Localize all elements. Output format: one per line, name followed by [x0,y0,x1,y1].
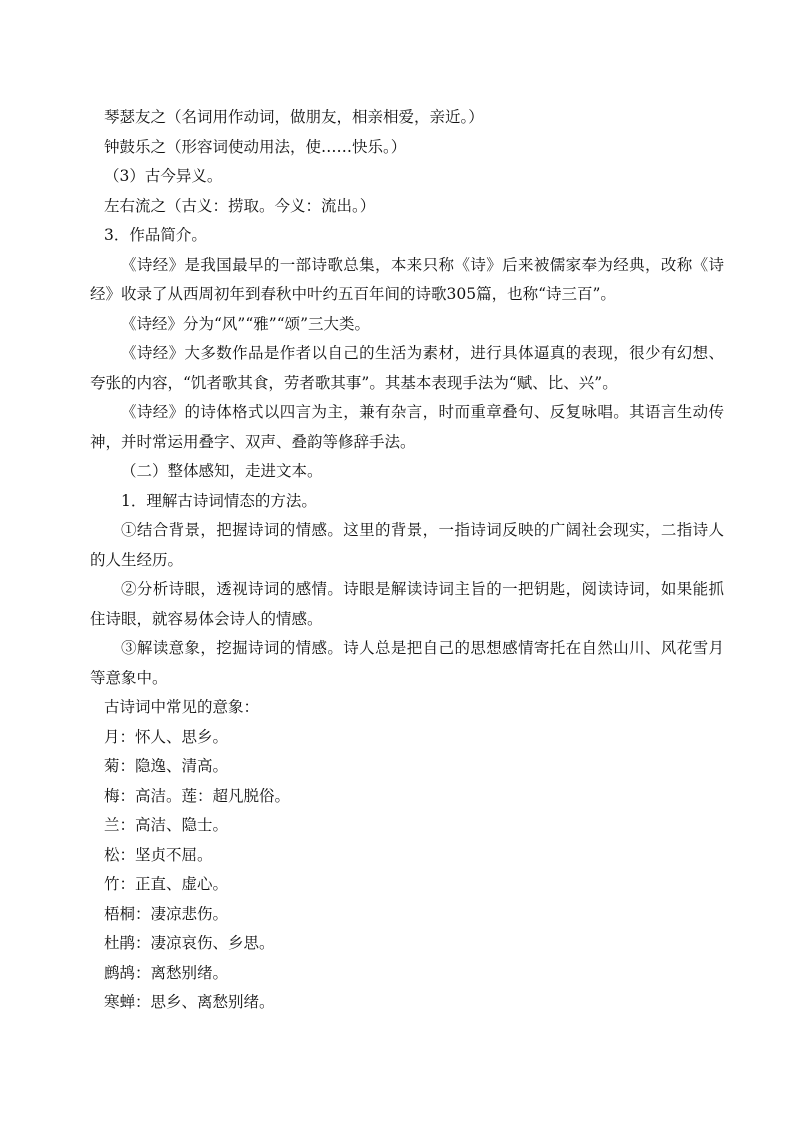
section-heading: （二）整体感知，走进文本。 [121,462,323,480]
imagery-item: 杜鹃：凄凉哀伤、乡思。 [104,934,275,952]
paragraph-method-3: ③解读意象，挖掘诗词的情感。诗人总是把自己的思想感情寄托在自然山川、风花雪月等意象中。 [90,639,724,687]
paragraph-intro: 《诗经》是我国最早的一部诗歌总集，本来只称《诗》后来被儒家奉为经典，改称《诗经》收录了从西周初年到春秋中叶约五百年间的诗歌305篇，也称“诗三百”。 [90,255,724,303]
imagery-item: 兰：高洁、隐士。 [104,816,229,834]
imagery-item: 松：坚贞不屈。 [104,845,213,864]
text-line: 钟鼓乐之（形容词使动用法，使……快乐。） [104,137,407,156]
sub-heading: 1．理解古诗词情态的方法。 [121,491,317,510]
text-line: 左右流之（古义：捞取。今义：流出。） [104,196,376,215]
imagery-item: 竹：正直、虚心。 [104,875,229,893]
paragraph-method-1: ①结合背景，把握诗词的情感。这里的背景，一指诗词反映的广阔社会现实，二指诗人的人生经历。 [90,521,724,569]
text-line: （3）古今异义。 [104,167,223,185]
imagery-item: 梧桐：凄凉悲伤。 [104,904,229,923]
paragraph-categories: 《诗经》分为“风”“雅”“颂”三大类。 [121,314,371,333]
paragraph-themes: 《诗经》大多数作品是作者以自己的生活为素材，进行具体逼真的表现，很少有幻想、夸张的内容，“饥者歌其食，劳者歌其事”。其基本表现手法为“赋、比、兴”。 [90,344,724,392]
imagery-item: 菊：隐逸、清高。 [104,757,229,775]
paragraph-method-2: ②分析诗眼，透视诗词的感情。诗眼是解读诗词主旨的一把钥匙，阅读诗词，如果能抓住诗眼，就容易体会诗人的情感。 [90,580,724,628]
imagery-item: 梅：高洁。莲：超凡脱俗。 [104,786,291,805]
page-content [90,103,724,1018]
imagery-item: 寒蝉：思乡、离愁别绪。 [104,993,275,1011]
imagery-item: 月：怀人、思乡。 [104,727,229,746]
imagery-heading: 古诗词中常见的意象： [104,698,260,716]
text-line: 琴瑟友之（名词用作动词，做朋友，相亲相爱，亲近。） [104,108,484,126]
section-heading: 3．作品简介。 [104,226,207,244]
paragraph-form: 《诗经》的诗体格式以四言为主，兼有杂言，时而重章叠句、反复咏唱。其语言生动传神，并时常运用叠字、双声、叠韵等修辞手法。 [90,403,724,451]
imagery-item: 鹧鸪：离愁别绪。 [104,963,229,982]
